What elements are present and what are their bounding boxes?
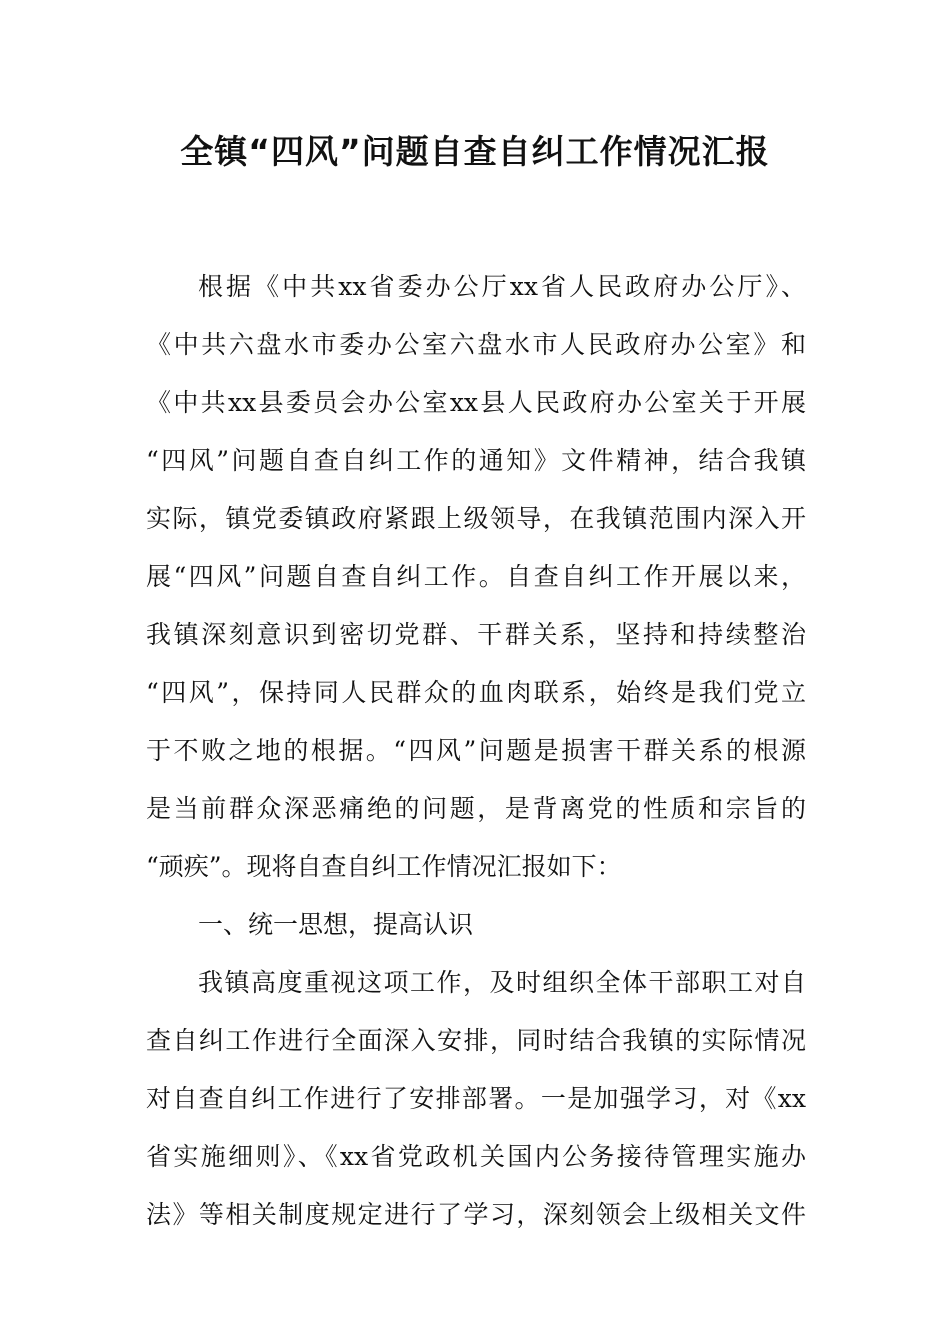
body-line: 实际，镇党委镇政府紧跟上级领导，在我镇范围内深入开 — [146, 504, 806, 533]
body-line: “顽疾”。现将自查自纠工作情况汇报如下： — [146, 852, 622, 881]
body-line: 省实施细则》、《xx省党政机关国内公务接待管理实施办 — [146, 1142, 806, 1171]
body-line: 对自查自纠工作进行了安排部署。一是加强学习，对《xx — [146, 1084, 806, 1113]
body-line: “四风”，保持同人民群众的血肉联系，始终是我们党立 — [146, 678, 806, 707]
body-line: 《中共六盘水市委办公室六盘水市人民政府办公室》和 — [146, 330, 806, 359]
body-line: “四风”问题自查自纠工作的通知》文件精神，结合我镇 — [146, 446, 806, 475]
body-line: 《中共xx县委员会办公室xx县人民政府办公室关于开展 — [146, 388, 806, 417]
body-line: 查自纠工作进行全面深入安排，同时结合我镇的实际情况 — [146, 1026, 806, 1055]
body-line: 是当前群众深恶痛绝的问题，是背离党的性质和宗旨的 — [146, 794, 806, 823]
document-title: 全镇“四风”问题自查自纠工作情况汇报 — [180, 132, 770, 171]
body-line: 一、统一思想，提高认识 — [198, 910, 474, 939]
body-line: 根据《中共xx省委办公厅xx省人民政府办公厅》、 — [198, 272, 806, 301]
body-line: 我镇深刻意识到密切党群、干群关系，坚持和持续整治 — [146, 620, 806, 649]
body-line: 展“四风”问题自查自纠工作。自查自纠工作开展以来， — [146, 562, 806, 591]
body-line: 法》等相关制度规定进行了学习，深刻领会上级相关文件 — [146, 1200, 806, 1229]
body-line: 于不败之地的根据。“四风”问题是损害干群关系的根源 — [146, 736, 806, 765]
document-body — [146, 258, 806, 1244]
body-line: 我镇高度重视这项工作，及时组织全体干部职工对自 — [198, 968, 806, 997]
